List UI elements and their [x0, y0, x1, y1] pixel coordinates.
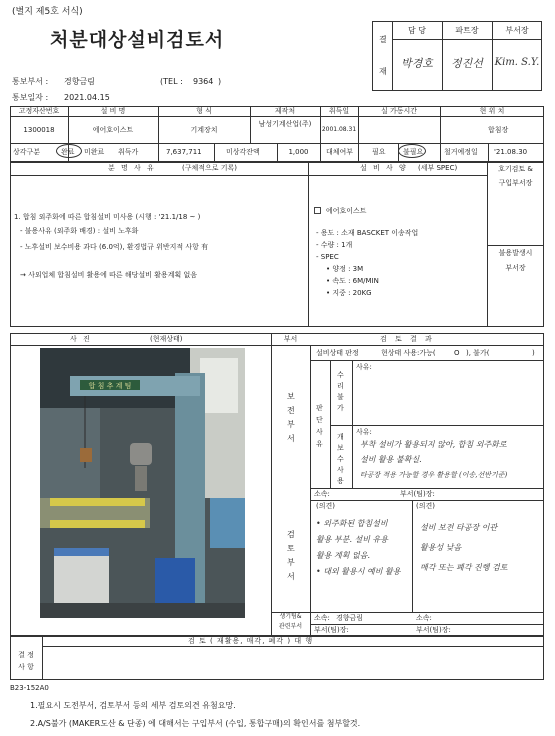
- review-header: 검 토 결 과: [380, 335, 435, 343]
- status-label: 설비상태 판정: [316, 349, 359, 357]
- photo-sign-text: 합 침 추 계 팀: [88, 382, 132, 390]
- related-dept-left: 경향금림: [336, 614, 364, 622]
- status-text-2: ), 불가(: [466, 349, 490, 357]
- reason-header: 분 명 사 유: [108, 164, 156, 172]
- category-label: 상각구분: [13, 148, 41, 156]
- header-type: 형 식: [196, 107, 212, 115]
- opinion-left-3: 활용 계획 없음.: [316, 551, 370, 560]
- related-head-right: 부서(팀)장:: [416, 626, 451, 634]
- unamortized-value: 1,000: [288, 148, 309, 156]
- approval-header-part: 파트장: [455, 26, 479, 35]
- tel-close: ): [218, 77, 222, 86]
- related-label-2: 관련부서: [278, 623, 303, 630]
- spec-line-1: - 용도 : 소재 BASCKET 이송작업: [316, 229, 419, 237]
- side-top-label-2: 구입부서장: [498, 179, 533, 187]
- reuse-reason-label: 사유:: [356, 363, 372, 371]
- improve-hand-3: 타공장 적용 가능할 경우 활용할 (이송,선반기준): [360, 471, 508, 479]
- header-location: 현 위 치: [479, 107, 505, 115]
- reason-line-2: - 불용사유 (외주화 배경) : 설비 노후화: [20, 227, 139, 235]
- improve-hand-2: 설비 활용 불확실.: [360, 455, 422, 464]
- reuse-label: 수 리 불 가: [337, 371, 344, 412]
- opinion-left-4: • 대외 활용시 예비 활용: [316, 567, 401, 576]
- approval-header-dept: 부서장: [505, 26, 529, 35]
- footer-note-2: 2.A/S불가 (MAKER도산 & 단종) 에 대해서는 구입부서 (수입, 통합구매)의 확인서를 첨부할것.: [30, 719, 361, 728]
- spec-line-4: • 양정 : 3M: [326, 265, 364, 273]
- unamortized-label: 미상각잔액: [226, 148, 260, 156]
- cost-value: 7,637,711: [166, 148, 202, 156]
- photo-header-sub: (현재상태): [150, 335, 183, 343]
- reason-line-1: 1. 합침 외주화에 따른 합침설비 미사용 (시행 : '21.1/18 ~ ): [14, 213, 201, 221]
- side-bottom-label-2: 부서장: [505, 264, 526, 272]
- header-equipment-name: 설 비 명: [100, 107, 126, 115]
- maint-dept-label: 보 전 부 서: [287, 392, 295, 443]
- judge-label: 판 단 사 유: [316, 404, 323, 448]
- improve-label: 개 보 수 사 용: [337, 433, 344, 485]
- opinion-right-2: 활용성 낮음: [420, 543, 462, 552]
- side-bottom-label-1: 불용발생시: [498, 249, 533, 257]
- side-top-label-1: 호기검토 &: [498, 165, 533, 173]
- approval-signature-part: 정진선: [451, 57, 483, 70]
- equipment-photo: [40, 348, 245, 618]
- dept-header: 부서: [283, 335, 298, 343]
- opinion-right-1: 설비 보전 타공장 이관: [420, 523, 498, 532]
- category-option-partial: 미완료: [84, 148, 105, 156]
- cell-asset-number: 1300018: [23, 126, 55, 134]
- cost-label: 취득가: [118, 148, 139, 156]
- reason-header-sub: (구체적으로 기록): [182, 164, 238, 172]
- spec-name: 에어호이스트: [326, 207, 367, 215]
- photo-header: 사 진: [70, 335, 92, 343]
- improve-hand-1: 부착 설비가 활용되지 않아, 합침 외주화로: [360, 440, 507, 449]
- footer-code: B23-152A0: [10, 684, 49, 692]
- reason-line-3: - 노후설비 보수비용 과다 (6.0억), 환경법규 위반지적 사항 有: [20, 243, 209, 251]
- spec-line-2: - 수량 : 1개: [316, 241, 353, 249]
- approval-signature-dept: Kim. S.Y.: [494, 57, 540, 68]
- status-text: 현상태 사용:가능(: [381, 349, 436, 357]
- category-option-done: 완료: [61, 148, 75, 156]
- tel-label: (TEL :: [160, 77, 183, 86]
- opinion-left-2: 활용 부분. 설비 유용: [316, 535, 388, 544]
- report-date-value: 2021.04.15: [64, 93, 110, 102]
- footer-note-1: 1.필요시 도전부서, 검토부서 등의 세부 검토의견 유첨요망.: [30, 701, 236, 710]
- approval-header-staff: 담 당: [408, 26, 426, 35]
- tel-value: 9364: [193, 77, 214, 86]
- header-acquired: 취득일: [328, 107, 350, 115]
- reason-line-4: → 사외업체 합침설비 활용에 따른 해당설비 활용계획 없음: [20, 271, 197, 279]
- replace-label: 대체여부: [326, 148, 354, 156]
- maint-sign-label: 소속:: [314, 490, 330, 498]
- replace-option-noneed: 불필요: [403, 148, 424, 156]
- spec-line-5: • 속도 : 6M/MIN: [326, 277, 379, 285]
- improve-reason-label: 사유:: [356, 428, 372, 436]
- document-title: 처분대상설비검토서: [50, 29, 225, 51]
- related-label-1: 생기팀&: [279, 613, 302, 620]
- expected-label: 철거예정일: [444, 148, 478, 156]
- maint-sign-label-2: 부서(팀)장:: [400, 490, 435, 498]
- header-asset-number: 고정자산번호: [18, 107, 60, 115]
- status-mark: O: [454, 349, 460, 357]
- header-maker: 제작처: [274, 107, 296, 115]
- cell-acquired: 2001.08.31: [321, 126, 357, 133]
- spec-line-3: - SPEC: [316, 253, 339, 261]
- decision-label-2: 사 항: [18, 663, 34, 671]
- header-runtime: 실 가동시간: [380, 107, 418, 115]
- cell-location: 합침장: [488, 126, 509, 134]
- spec-line-6: • 지중 : 20KG: [326, 289, 372, 297]
- form-number: (별지 제5호 서식): [12, 7, 83, 17]
- opinion-right-3: 매각 또는 폐각 진행 검토: [420, 563, 508, 572]
- final-header: 검 토 ( 재활용, 매각, 폐각 ) 대 행: [188, 637, 314, 645]
- report-dept-value: 경향금림: [64, 77, 95, 86]
- spec-header-sub: (세부 SPEC): [418, 164, 458, 172]
- checkbox-icon: [314, 207, 321, 214]
- review-dept-label: 검 토 부 서: [287, 530, 295, 581]
- opinion-left-1: • 외주화된 합침설비: [316, 519, 388, 528]
- opinion-right-label: (의견): [416, 502, 435, 510]
- spec-header: 설 비 사 양: [360, 164, 408, 172]
- approval-signature-staff: 박경호: [401, 57, 433, 70]
- approval-label-bottom: 재: [379, 67, 387, 76]
- report-dept-label: 통보부서 :: [12, 77, 49, 86]
- approval-label-top: 결: [379, 35, 387, 44]
- related-sign-label-right: 소속:: [416, 614, 432, 622]
- expected-value: '21.08.30: [494, 148, 528, 156]
- report-date-label: 통보일자 :: [12, 93, 49, 102]
- decision-label-1: 결 정: [18, 651, 34, 659]
- related-sign-label-left: 소속:: [314, 614, 330, 622]
- cell-maker: 남성기계산업(주): [258, 120, 312, 128]
- replace-option-need: 필요: [372, 148, 386, 156]
- opinion-left-label: (의견): [316, 502, 335, 510]
- cell-equipment-name: 에어호이스트: [92, 126, 134, 134]
- related-head-left: 부서(팀)장:: [314, 626, 349, 634]
- cell-type: 기계장치: [190, 126, 218, 134]
- status-text-3: ): [532, 349, 535, 357]
